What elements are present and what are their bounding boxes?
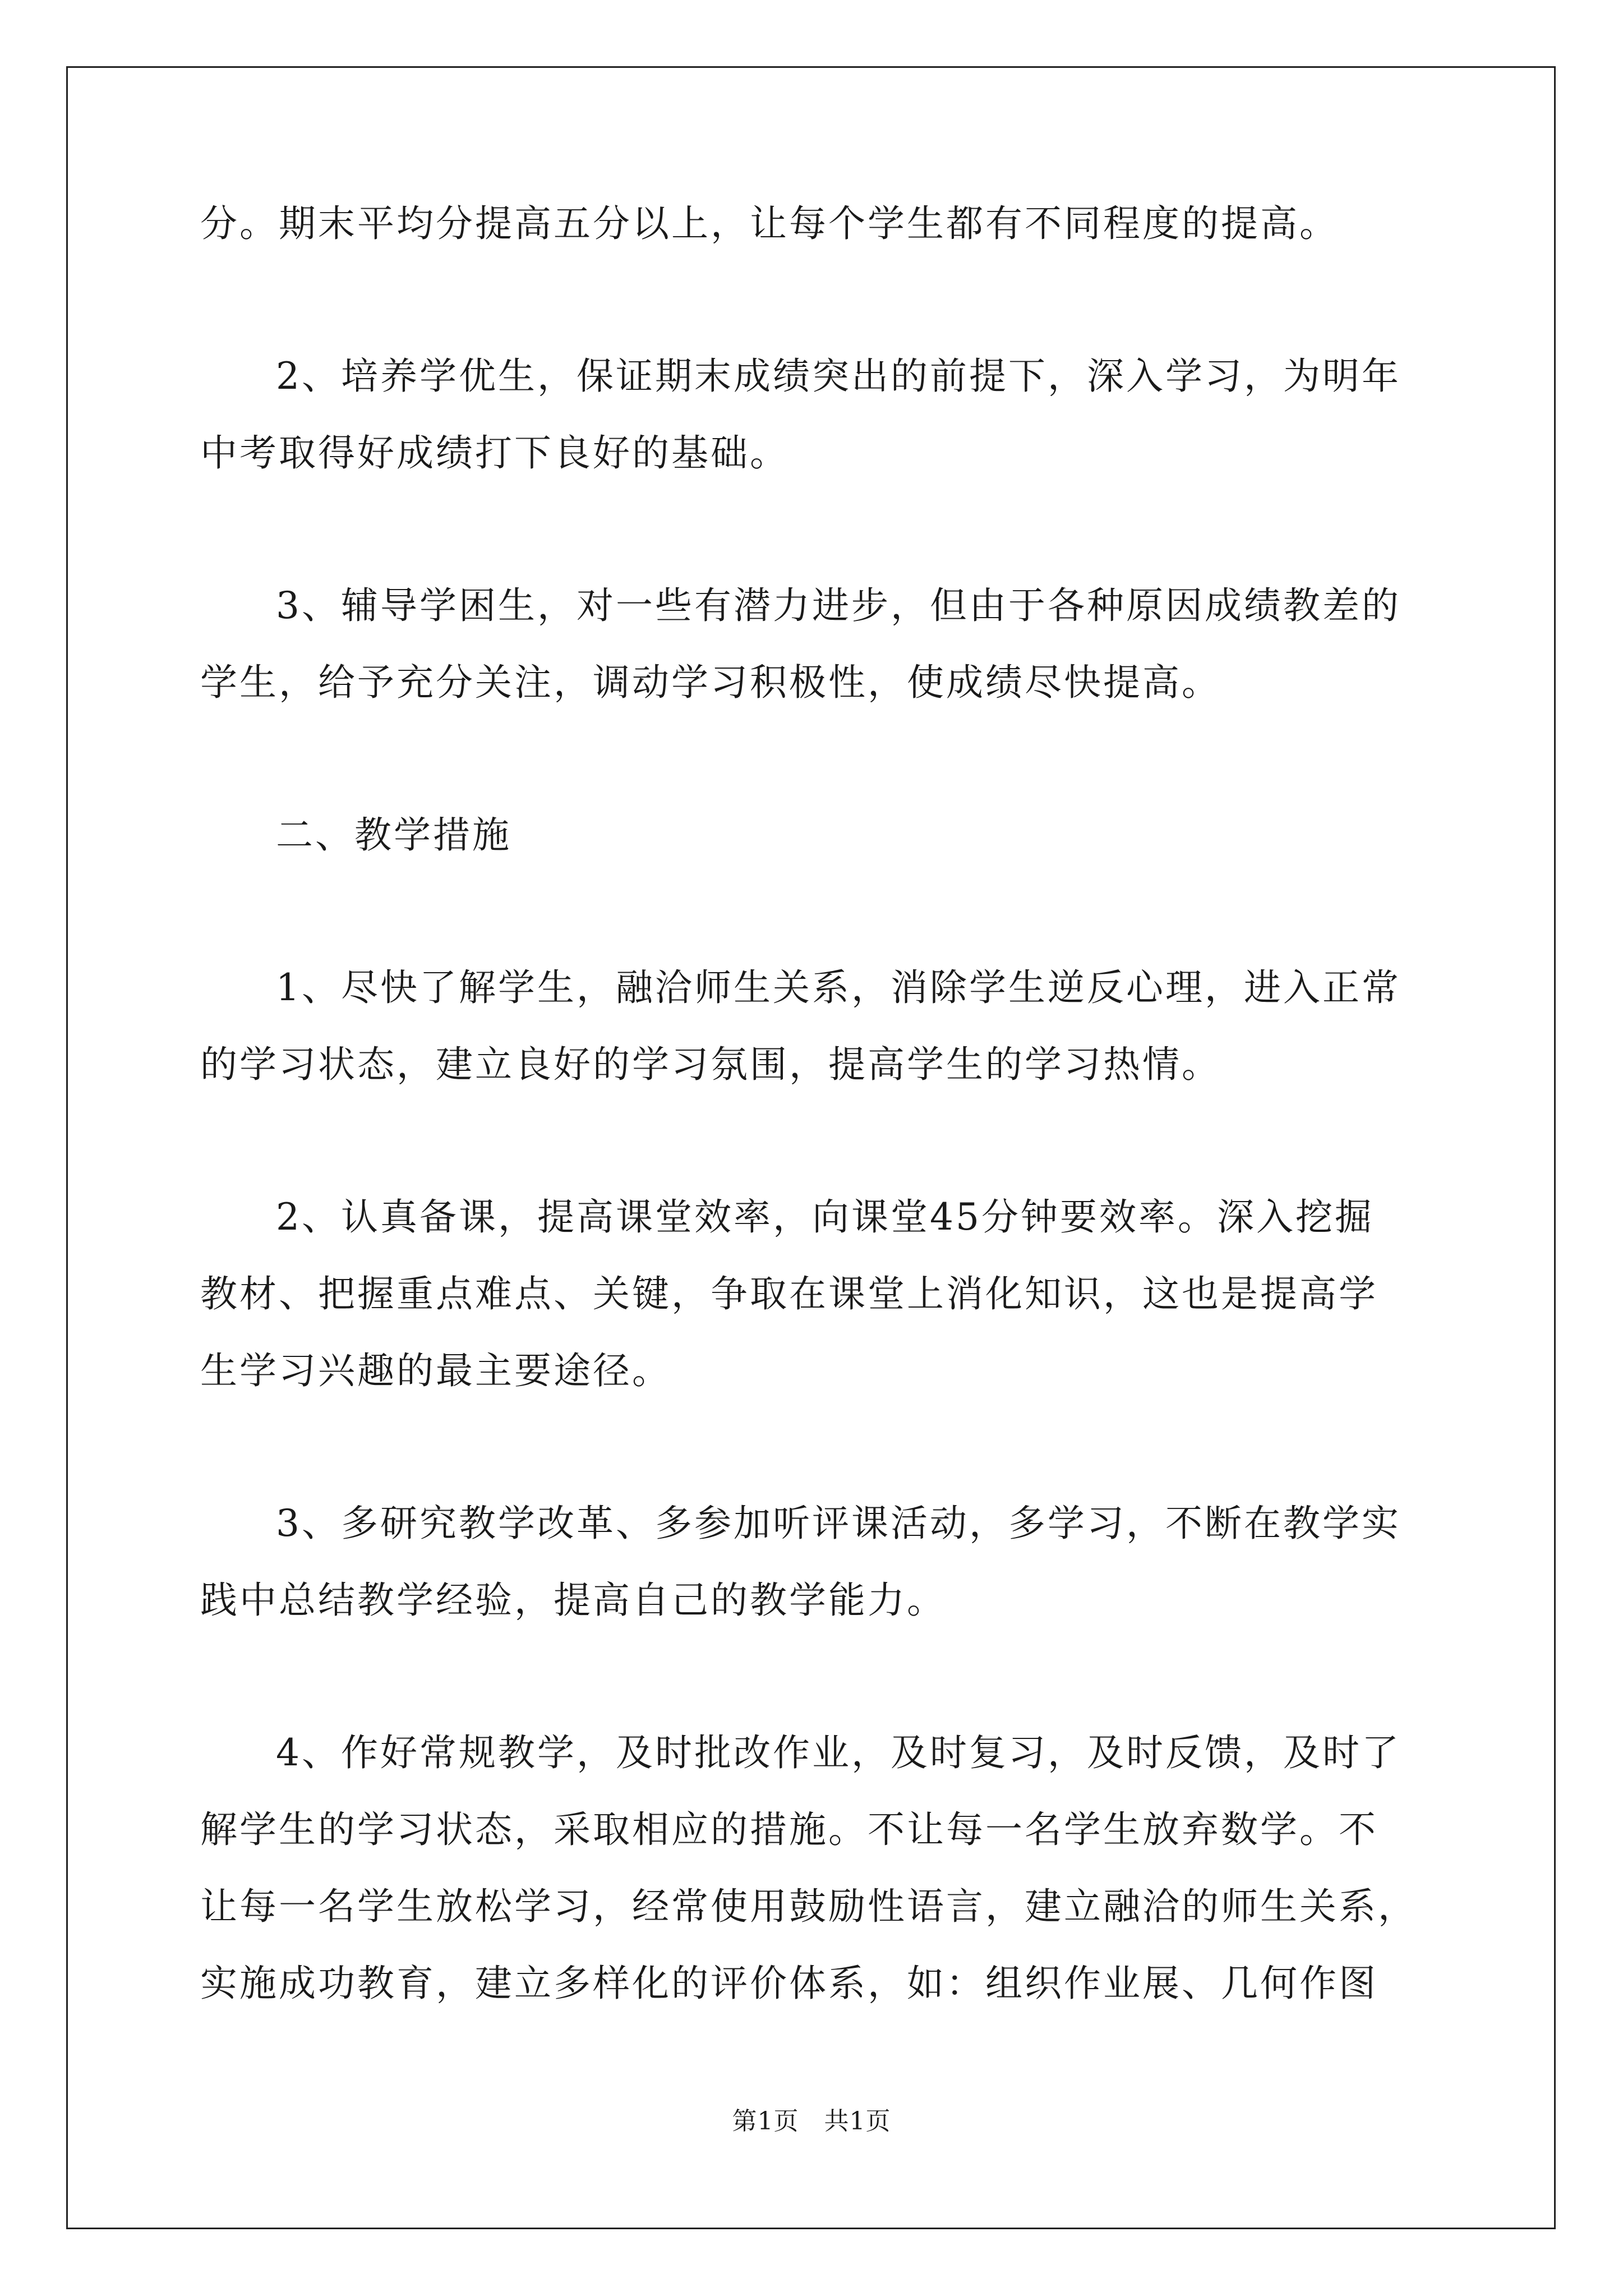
text-line: 让每一名学生放松学习，经常使用鼓励性语言，建立融洽的师生关系， <box>200 1885 1417 1928</box>
text-line: 学生，给予充分关注，调动学习积极性，使成绩尽快提高。 <box>200 661 1221 704</box>
text-line: 教材、把握重点难点、关键，争取在课堂上消化知识，这也是提高学 <box>200 1272 1378 1315</box>
section-heading: 二、教学措施 <box>276 813 511 857</box>
text-line: 3、辅导学困生，对一些有潜力进步，但由于各种原因成绩教差的 <box>276 584 1401 627</box>
text-line: 2、培养学优生，保证期末成绩突出的前提下，深入学习，为明年 <box>276 355 1401 398</box>
text-line: 中考取得好成绩打下良好的基础。 <box>200 431 789 475</box>
text-line: 4、作好常规教学，及时批改作业，及时复习，及时反馈，及时了 <box>276 1731 1401 1774</box>
document-body <box>200 185 1423 2022</box>
page-footer <box>0 2101 1623 2137</box>
text-line: 实施成功教育，建立多样化的评价体系，如：组织作业展、几何作图 <box>200 1962 1378 2005</box>
text-line: 分。期末平均分提高五分以上，让每个学生都有不同程度的提高。 <box>200 202 1339 245</box>
text-line: 的学习状态，建立良好的学习氛围，提高学生的学习热情。 <box>200 1043 1221 1086</box>
text-line: 生学习兴趣的最主要途径。 <box>200 1349 671 1392</box>
text-line: 1、尽快了解学生，融洽师生关系，消除学生逆反心理，进入正常 <box>276 966 1401 1009</box>
text-line: 解学生的学习状态，采取相应的措施。不让每一名学生放弃数学。不 <box>200 1808 1378 1851</box>
text-line: 3、多研究教学改革、多参加听评课活动，多学习，不断在教学实 <box>276 1502 1401 1545</box>
text-line: 2、认真备课，提高课堂效率，向课堂45分钟要效率。深入挖掘 <box>276 1195 1374 1239</box>
text-line: 践中总结教学经验，提高自己的教学能力。 <box>200 1579 946 1622</box>
page-number: 第1页 共1页 <box>732 2107 891 2136</box>
